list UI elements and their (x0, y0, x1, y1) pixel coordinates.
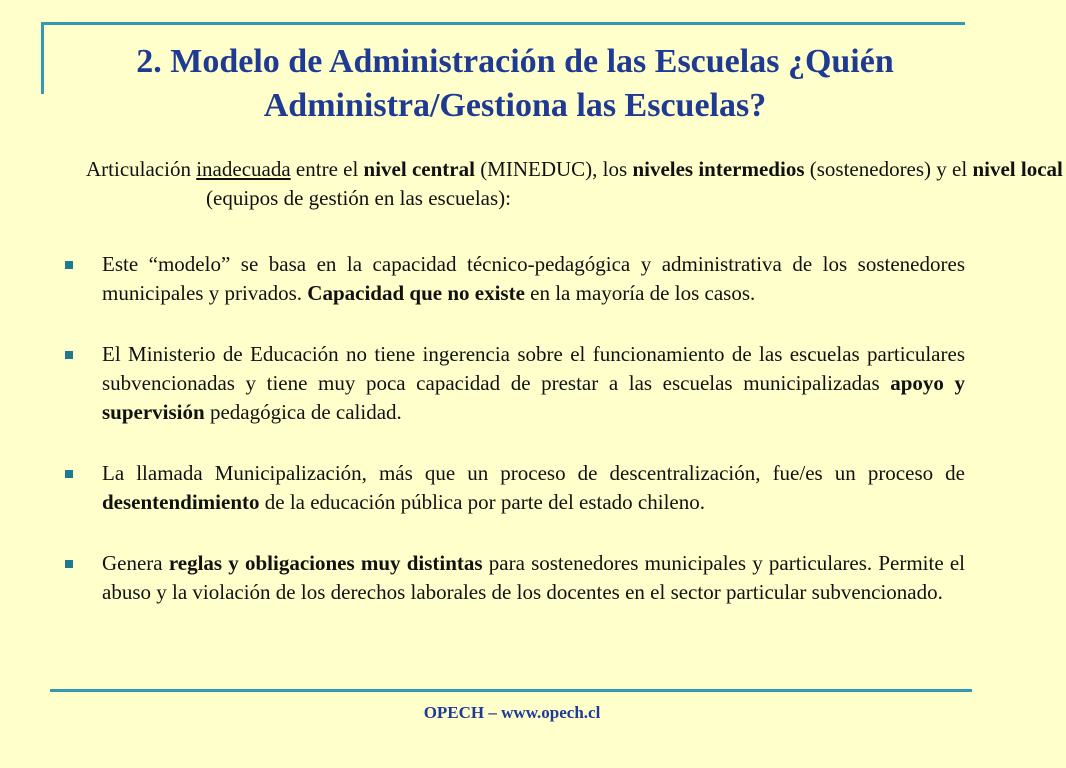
bullet-text: La llamada Municipalización, más que un proceso de descentralización, fue/es un proceso de (102, 461, 965, 485)
square-bullet-icon (65, 470, 73, 478)
intro-underlined: inadecuada (196, 157, 291, 181)
bullet-text: Genera (102, 551, 169, 575)
footer-text: OPECH – www.opech.cl (423, 703, 601, 722)
bullet-text: El Ministerio de Educación no tiene ingerencia sobre el funcionamiento de las escuelas particulares subvencionadas y tiene muy poca capacidad de prestar a las escuelas municipalizadas (102, 342, 965, 395)
intro-text-2: entre el (290, 157, 364, 181)
intro-bold-2: niveles intermedios (632, 157, 805, 181)
square-bullet-icon (65, 351, 73, 359)
bullet-list (60, 250, 965, 607)
intro-bold-1: nivel central (363, 157, 475, 181)
bullet-text: en la mayoría de los casos. (524, 281, 756, 305)
intro-paragraph (86, 155, 1066, 213)
bullet-bold: desentendimiento (102, 490, 260, 514)
square-bullet-icon (65, 560, 73, 568)
top-divider (41, 22, 965, 25)
square-bullet-icon (65, 261, 73, 269)
bullet-bold: apoyo y supervisión (102, 371, 965, 424)
left-divider (41, 22, 44, 94)
bullet-text: para sostenedores municipales y particulares. Permite el abuso y la violación de los derechos laborales de los docentes en el sector particular subvencionado. (102, 551, 965, 604)
intro-text-3: (MINEDUC), los (474, 157, 633, 181)
intro-text-5: (equipos de gestión en las escuelas): (206, 186, 511, 210)
bullet-item (60, 549, 965, 607)
slide-title: 2. Modelo de Administración de las Escuelas ¿Quién Administra/Gestiona las Escuelas? (136, 43, 894, 124)
intro-bold-3: nivel local (972, 157, 1063, 181)
bullet-text: pedagógica de calidad. (204, 400, 402, 424)
bullet-item (60, 340, 965, 427)
intro-text-1: Articulación (86, 157, 197, 181)
bullet-text: Este “modelo” se basa en la capacidad técnico-pedagógica y administrativa de los sostenedores municipales y privados. (102, 252, 965, 305)
bullet-item (60, 250, 965, 308)
bottom-divider (50, 689, 972, 692)
bullet-text: de la educación pública por parte del estado chileno. (259, 490, 705, 514)
intro-text-4: (sostenedores) y el (804, 157, 973, 181)
bullet-item (60, 459, 965, 517)
bullet-bold: Capacidad que no existe (307, 281, 525, 305)
bullet-bold: reglas y obligaciones muy distintas (168, 551, 483, 575)
